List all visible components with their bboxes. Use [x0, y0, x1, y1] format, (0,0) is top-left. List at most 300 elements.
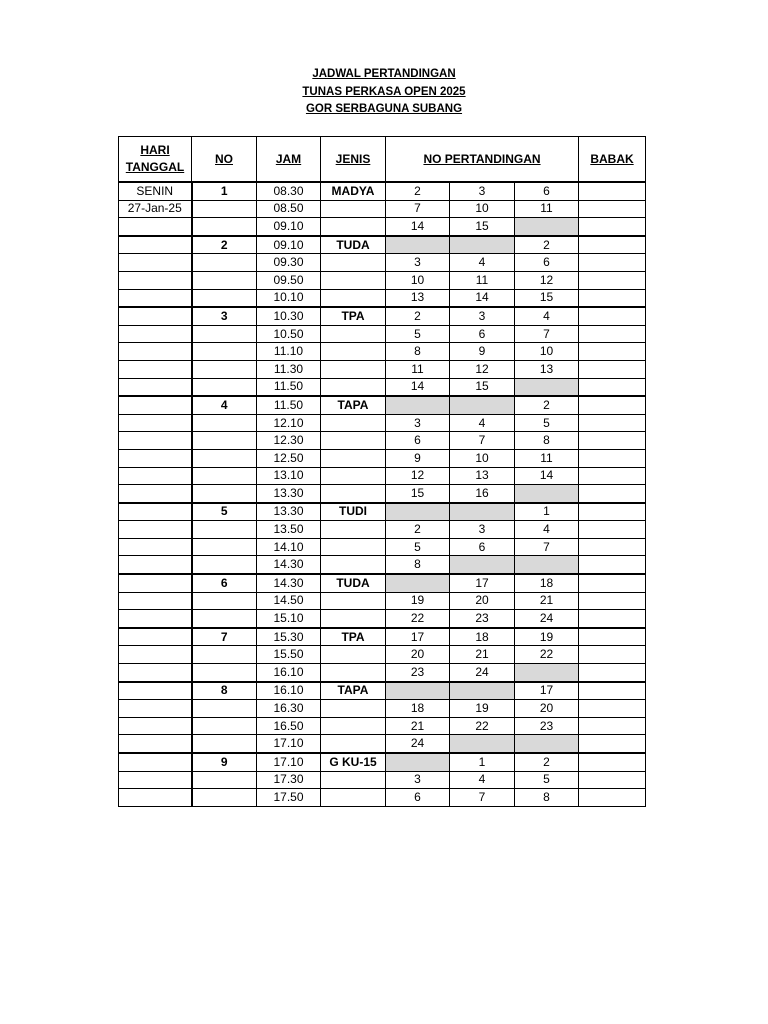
cell-hari-tanggal — [119, 574, 192, 592]
cell-hari-tanggal — [119, 592, 192, 610]
cell-no — [192, 610, 257, 628]
table-row — [119, 789, 646, 807]
cell-hari-tanggal — [119, 236, 192, 254]
cell-no — [192, 556, 257, 574]
table-row — [119, 753, 646, 771]
table-row — [119, 538, 646, 556]
cell-hari-tanggal — [119, 467, 192, 485]
cell-match-number: 11 — [515, 200, 579, 218]
cell-jenis — [321, 521, 386, 539]
cell-jenis — [321, 700, 386, 718]
cell-jam: 10.30 — [257, 307, 321, 325]
cell-jenis — [321, 432, 386, 450]
schedule-table — [118, 136, 646, 807]
cell-no — [192, 432, 257, 450]
cell-babak — [579, 735, 646, 753]
cell-hari-tanggal: 27-Jan-25 — [119, 200, 192, 218]
cell-jenis: TPA — [321, 628, 386, 646]
header-jenis: JENIS — [321, 137, 386, 183]
cell-babak — [579, 664, 646, 682]
cell-hari-tanggal — [119, 700, 192, 718]
table-row — [119, 325, 646, 343]
cell-no: 2 — [192, 236, 257, 254]
cell-jam: 11.30 — [257, 360, 321, 378]
cell-babak — [579, 360, 646, 378]
header-no: NO — [192, 137, 257, 183]
cell-match-number: 6 — [450, 538, 515, 556]
table-row — [119, 467, 646, 485]
cell-hari-tanggal — [119, 396, 192, 414]
cell-babak — [579, 200, 646, 218]
cell-match-number: 21 — [386, 717, 450, 735]
cell-no — [192, 343, 257, 361]
cell-babak — [579, 628, 646, 646]
cell-hari-tanggal — [119, 628, 192, 646]
cell-match-number: 12 — [386, 467, 450, 485]
cell-jam: 12.50 — [257, 449, 321, 467]
cell-no — [192, 289, 257, 307]
cell-babak — [579, 610, 646, 628]
cell-match-number: 3 — [386, 254, 450, 272]
cell-match-number: 17 — [386, 628, 450, 646]
table-row — [119, 682, 646, 700]
table-row — [119, 378, 646, 396]
cell-match-number — [515, 664, 579, 682]
table-row — [119, 628, 646, 646]
cell-babak — [579, 378, 646, 396]
cell-match-number: 19 — [386, 592, 450, 610]
cell-match-number: 8 — [386, 343, 450, 361]
header-hari-tanggal — [119, 137, 192, 183]
cell-match-number: 6 — [450, 325, 515, 343]
cell-match-number: 18 — [515, 574, 579, 592]
cell-match-number: 8 — [515, 432, 579, 450]
cell-no — [192, 646, 257, 664]
cell-match-number: 2 — [515, 236, 579, 254]
cell-match-number — [450, 236, 515, 254]
cell-match-number: 3 — [386, 771, 450, 789]
cell-match-number: 7 — [515, 325, 579, 343]
cell-babak — [579, 682, 646, 700]
cell-match-number: 15 — [450, 378, 515, 396]
cell-match-number: 15 — [515, 289, 579, 307]
cell-match-number: 7 — [386, 200, 450, 218]
cell-no — [192, 449, 257, 467]
cell-match-number: 22 — [386, 610, 450, 628]
cell-jam: 17.10 — [257, 753, 321, 771]
cell-hari-tanggal — [119, 360, 192, 378]
cell-jam: 17.50 — [257, 789, 321, 807]
header-jam: JAM — [257, 137, 321, 183]
cell-jenis: TUDI — [321, 503, 386, 521]
table-row — [119, 449, 646, 467]
cell-jam: 08.30 — [257, 182, 321, 200]
cell-babak — [579, 700, 646, 718]
cell-match-number: 9 — [450, 343, 515, 361]
cell-match-number: 4 — [515, 521, 579, 539]
cell-no: 1 — [192, 182, 257, 200]
cell-match-number: 19 — [450, 700, 515, 718]
cell-match-number: 6 — [515, 254, 579, 272]
cell-jam: 16.10 — [257, 682, 321, 700]
cell-babak — [579, 307, 646, 325]
cell-babak — [579, 432, 646, 450]
cell-match-number — [386, 236, 450, 254]
cell-jenis: MADYA — [321, 182, 386, 200]
cell-hari-tanggal — [119, 254, 192, 272]
cell-jenis — [321, 343, 386, 361]
cell-jenis — [321, 735, 386, 753]
cell-jenis — [321, 378, 386, 396]
cell-hari-tanggal — [119, 538, 192, 556]
cell-hari-tanggal — [119, 735, 192, 753]
cell-match-number: 2 — [515, 753, 579, 771]
cell-match-number — [515, 218, 579, 236]
cell-match-number: 14 — [450, 289, 515, 307]
cell-hari-tanggal — [119, 503, 192, 521]
cell-jam: 08.50 — [257, 200, 321, 218]
table-row — [119, 200, 646, 218]
cell-no: 3 — [192, 307, 257, 325]
cell-hari-tanggal — [119, 432, 192, 450]
cell-jenis: G KU-15 — [321, 753, 386, 771]
title-line-2: TUNAS PERKASA OPEN 2025 — [302, 85, 466, 98]
table-row — [119, 521, 646, 539]
cell-match-number: 2 — [515, 396, 579, 414]
cell-match-number: 24 — [386, 735, 450, 753]
cell-hari-tanggal — [119, 307, 192, 325]
cell-match-number: 12 — [450, 360, 515, 378]
table-row — [119, 289, 646, 307]
table-row — [119, 218, 646, 236]
cell-jam: 13.30 — [257, 485, 321, 503]
cell-hari-tanggal — [119, 646, 192, 664]
cell-match-number — [515, 735, 579, 753]
cell-babak — [579, 343, 646, 361]
cell-jenis — [321, 556, 386, 574]
cell-babak — [579, 236, 646, 254]
cell-match-number: 3 — [450, 307, 515, 325]
cell-no — [192, 717, 257, 735]
cell-jenis — [321, 254, 386, 272]
cell-jenis — [321, 664, 386, 682]
cell-babak — [579, 646, 646, 664]
cell-hari-tanggal — [119, 664, 192, 682]
cell-jam: 15.10 — [257, 610, 321, 628]
cell-jam: 14.30 — [257, 574, 321, 592]
cell-jenis — [321, 467, 386, 485]
cell-match-number: 8 — [515, 789, 579, 807]
cell-babak — [579, 789, 646, 807]
cell-babak — [579, 254, 646, 272]
cell-no: 5 — [192, 503, 257, 521]
cell-no — [192, 200, 257, 218]
cell-match-number: 10 — [450, 200, 515, 218]
cell-babak — [579, 771, 646, 789]
cell-jenis — [321, 646, 386, 664]
cell-match-number: 21 — [515, 592, 579, 610]
cell-hari-tanggal — [119, 717, 192, 735]
title-line-1: JADWAL PERTANDINGAN — [312, 68, 456, 80]
cell-match-number: 3 — [386, 414, 450, 432]
cell-hari-tanggal — [119, 682, 192, 700]
table-row — [119, 771, 646, 789]
cell-no — [192, 664, 257, 682]
cell-no — [192, 771, 257, 789]
cell-babak — [579, 467, 646, 485]
cell-match-number — [450, 396, 515, 414]
cell-match-number: 18 — [450, 628, 515, 646]
cell-hari-tanggal — [119, 325, 192, 343]
cell-match-number: 11 — [386, 360, 450, 378]
cell-no — [192, 700, 257, 718]
cell-no — [192, 378, 257, 396]
cell-jenis — [321, 218, 386, 236]
cell-match-number: 3 — [450, 182, 515, 200]
cell-no — [192, 521, 257, 539]
cell-no — [192, 592, 257, 610]
cell-no — [192, 735, 257, 753]
cell-jenis — [321, 789, 386, 807]
cell-match-number: 19 — [515, 628, 579, 646]
cell-match-number — [386, 503, 450, 521]
cell-match-number: 22 — [450, 717, 515, 735]
cell-no — [192, 218, 257, 236]
cell-no — [192, 271, 257, 289]
cell-match-number: 15 — [450, 218, 515, 236]
cell-match-number: 22 — [515, 646, 579, 664]
cell-jam: 10.10 — [257, 289, 321, 307]
cell-jenis — [321, 360, 386, 378]
table-row — [119, 271, 646, 289]
cell-match-number: 7 — [450, 432, 515, 450]
header-tanggal: TANGGAL — [125, 160, 185, 174]
cell-match-number: 18 — [386, 700, 450, 718]
cell-babak — [579, 396, 646, 414]
cell-match-number — [386, 574, 450, 592]
cell-babak — [579, 574, 646, 592]
cell-jenis: TUDA — [321, 574, 386, 592]
table-row — [119, 646, 646, 664]
cell-match-number — [450, 503, 515, 521]
cell-jenis: TAPA — [321, 682, 386, 700]
cell-match-number — [450, 556, 515, 574]
cell-hari-tanggal — [119, 753, 192, 771]
cell-babak — [579, 592, 646, 610]
cell-match-number: 14 — [386, 378, 450, 396]
cell-babak — [579, 182, 646, 200]
cell-match-number: 5 — [515, 414, 579, 432]
cell-jam: 09.50 — [257, 271, 321, 289]
cell-babak — [579, 414, 646, 432]
cell-match-number: 1 — [515, 503, 579, 521]
cell-jenis — [321, 200, 386, 218]
cell-no — [192, 467, 257, 485]
cell-jam: 11.50 — [257, 396, 321, 414]
cell-no — [192, 325, 257, 343]
cell-jam: 16.10 — [257, 664, 321, 682]
cell-no — [192, 538, 257, 556]
cell-no — [192, 485, 257, 503]
cell-jam: 11.10 — [257, 343, 321, 361]
cell-jenis — [321, 271, 386, 289]
cell-hari-tanggal — [119, 271, 192, 289]
cell-no: 9 — [192, 753, 257, 771]
cell-hari-tanggal — [119, 289, 192, 307]
table-row — [119, 717, 646, 735]
cell-babak — [579, 449, 646, 467]
cell-match-number — [386, 396, 450, 414]
header-row — [119, 137, 646, 183]
table-row — [119, 610, 646, 628]
cell-match-number: 24 — [515, 610, 579, 628]
cell-match-number: 5 — [386, 325, 450, 343]
cell-match-number: 11 — [450, 271, 515, 289]
table-row — [119, 414, 646, 432]
cell-match-number: 2 — [386, 182, 450, 200]
cell-jam: 14.30 — [257, 556, 321, 574]
table-row — [119, 432, 646, 450]
table-row — [119, 485, 646, 503]
cell-babak — [579, 538, 646, 556]
cell-jenis: TUDA — [321, 236, 386, 254]
cell-match-number: 10 — [386, 271, 450, 289]
cell-match-number — [515, 378, 579, 396]
cell-match-number: 7 — [450, 789, 515, 807]
cell-match-number: 4 — [450, 414, 515, 432]
cell-match-number: 8 — [386, 556, 450, 574]
cell-jenis — [321, 485, 386, 503]
cell-match-number — [386, 753, 450, 771]
table-row — [119, 360, 646, 378]
cell-jam: 17.10 — [257, 735, 321, 753]
cell-match-number: 23 — [450, 610, 515, 628]
cell-jenis — [321, 289, 386, 307]
cell-jenis — [321, 449, 386, 467]
cell-babak — [579, 717, 646, 735]
cell-match-number — [515, 556, 579, 574]
cell-match-number — [450, 682, 515, 700]
table-row — [119, 700, 646, 718]
cell-hari-tanggal: SENIN — [119, 182, 192, 200]
cell-jam: 09.10 — [257, 236, 321, 254]
cell-match-number: 23 — [515, 717, 579, 735]
table-row — [119, 574, 646, 592]
cell-hari-tanggal — [119, 556, 192, 574]
cell-hari-tanggal — [119, 485, 192, 503]
cell-match-number: 17 — [450, 574, 515, 592]
cell-jenis — [321, 771, 386, 789]
cell-babak — [579, 521, 646, 539]
cell-no: 6 — [192, 574, 257, 592]
cell-match-number: 12 — [515, 271, 579, 289]
cell-jam: 12.10 — [257, 414, 321, 432]
cell-hari-tanggal — [119, 789, 192, 807]
cell-match-number — [515, 485, 579, 503]
cell-jam: 10.50 — [257, 325, 321, 343]
cell-match-number: 20 — [450, 592, 515, 610]
cell-match-number: 1 — [450, 753, 515, 771]
cell-hari-tanggal — [119, 449, 192, 467]
cell-match-number: 2 — [386, 521, 450, 539]
header-babak: BABAK — [579, 137, 646, 183]
cell-match-number: 16 — [450, 485, 515, 503]
cell-jam: 15.50 — [257, 646, 321, 664]
cell-babak — [579, 556, 646, 574]
cell-jenis: TPA — [321, 307, 386, 325]
cell-jam: 13.50 — [257, 521, 321, 539]
table-row — [119, 664, 646, 682]
table-row — [119, 396, 646, 414]
cell-match-number: 5 — [515, 771, 579, 789]
cell-jam: 12.30 — [257, 432, 321, 450]
cell-hari-tanggal — [119, 521, 192, 539]
cell-match-number: 13 — [386, 289, 450, 307]
cell-match-number: 14 — [386, 218, 450, 236]
cell-match-number: 5 — [386, 538, 450, 556]
cell-jenis: TAPA — [321, 396, 386, 414]
cell-match-number: 11 — [515, 449, 579, 467]
cell-match-number: 6 — [386, 432, 450, 450]
cell-hari-tanggal — [119, 378, 192, 396]
cell-hari-tanggal — [119, 343, 192, 361]
cell-babak — [579, 753, 646, 771]
cell-match-number: 20 — [386, 646, 450, 664]
cell-no: 7 — [192, 628, 257, 646]
cell-jam: 14.10 — [257, 538, 321, 556]
table-row — [119, 254, 646, 272]
header-no-pertandingan: NO PERTANDINGAN — [386, 137, 579, 183]
cell-match-number: 23 — [386, 664, 450, 682]
cell-match-number: 20 — [515, 700, 579, 718]
cell-match-number: 3 — [450, 521, 515, 539]
table-row — [119, 503, 646, 521]
cell-no: 8 — [192, 682, 257, 700]
cell-babak — [579, 218, 646, 236]
cell-match-number — [386, 682, 450, 700]
cell-match-number: 13 — [450, 467, 515, 485]
cell-jam: 09.10 — [257, 218, 321, 236]
cell-jam: 13.30 — [257, 503, 321, 521]
cell-jam: 16.50 — [257, 717, 321, 735]
cell-babak — [579, 485, 646, 503]
cell-babak — [579, 271, 646, 289]
cell-match-number: 13 — [515, 360, 579, 378]
schedule-body — [119, 182, 646, 806]
cell-no — [192, 360, 257, 378]
cell-jam: 15.30 — [257, 628, 321, 646]
title-line-3: GOR SERBAGUNA SUBANG — [305, 103, 463, 115]
cell-jenis — [321, 610, 386, 628]
cell-hari-tanggal — [119, 610, 192, 628]
cell-match-number: 4 — [515, 307, 579, 325]
cell-jam: 17.30 — [257, 771, 321, 789]
cell-match-number — [450, 735, 515, 753]
cell-match-number: 14 — [515, 467, 579, 485]
cell-match-number: 2 — [386, 307, 450, 325]
cell-match-number: 6 — [386, 789, 450, 807]
cell-no — [192, 414, 257, 432]
cell-jam: 11.50 — [257, 378, 321, 396]
table-row — [119, 556, 646, 574]
cell-babak — [579, 325, 646, 343]
cell-match-number: 24 — [450, 664, 515, 682]
table-row — [119, 182, 646, 200]
cell-jenis — [321, 538, 386, 556]
cell-jenis — [321, 717, 386, 735]
cell-jam: 16.30 — [257, 700, 321, 718]
cell-match-number: 7 — [515, 538, 579, 556]
